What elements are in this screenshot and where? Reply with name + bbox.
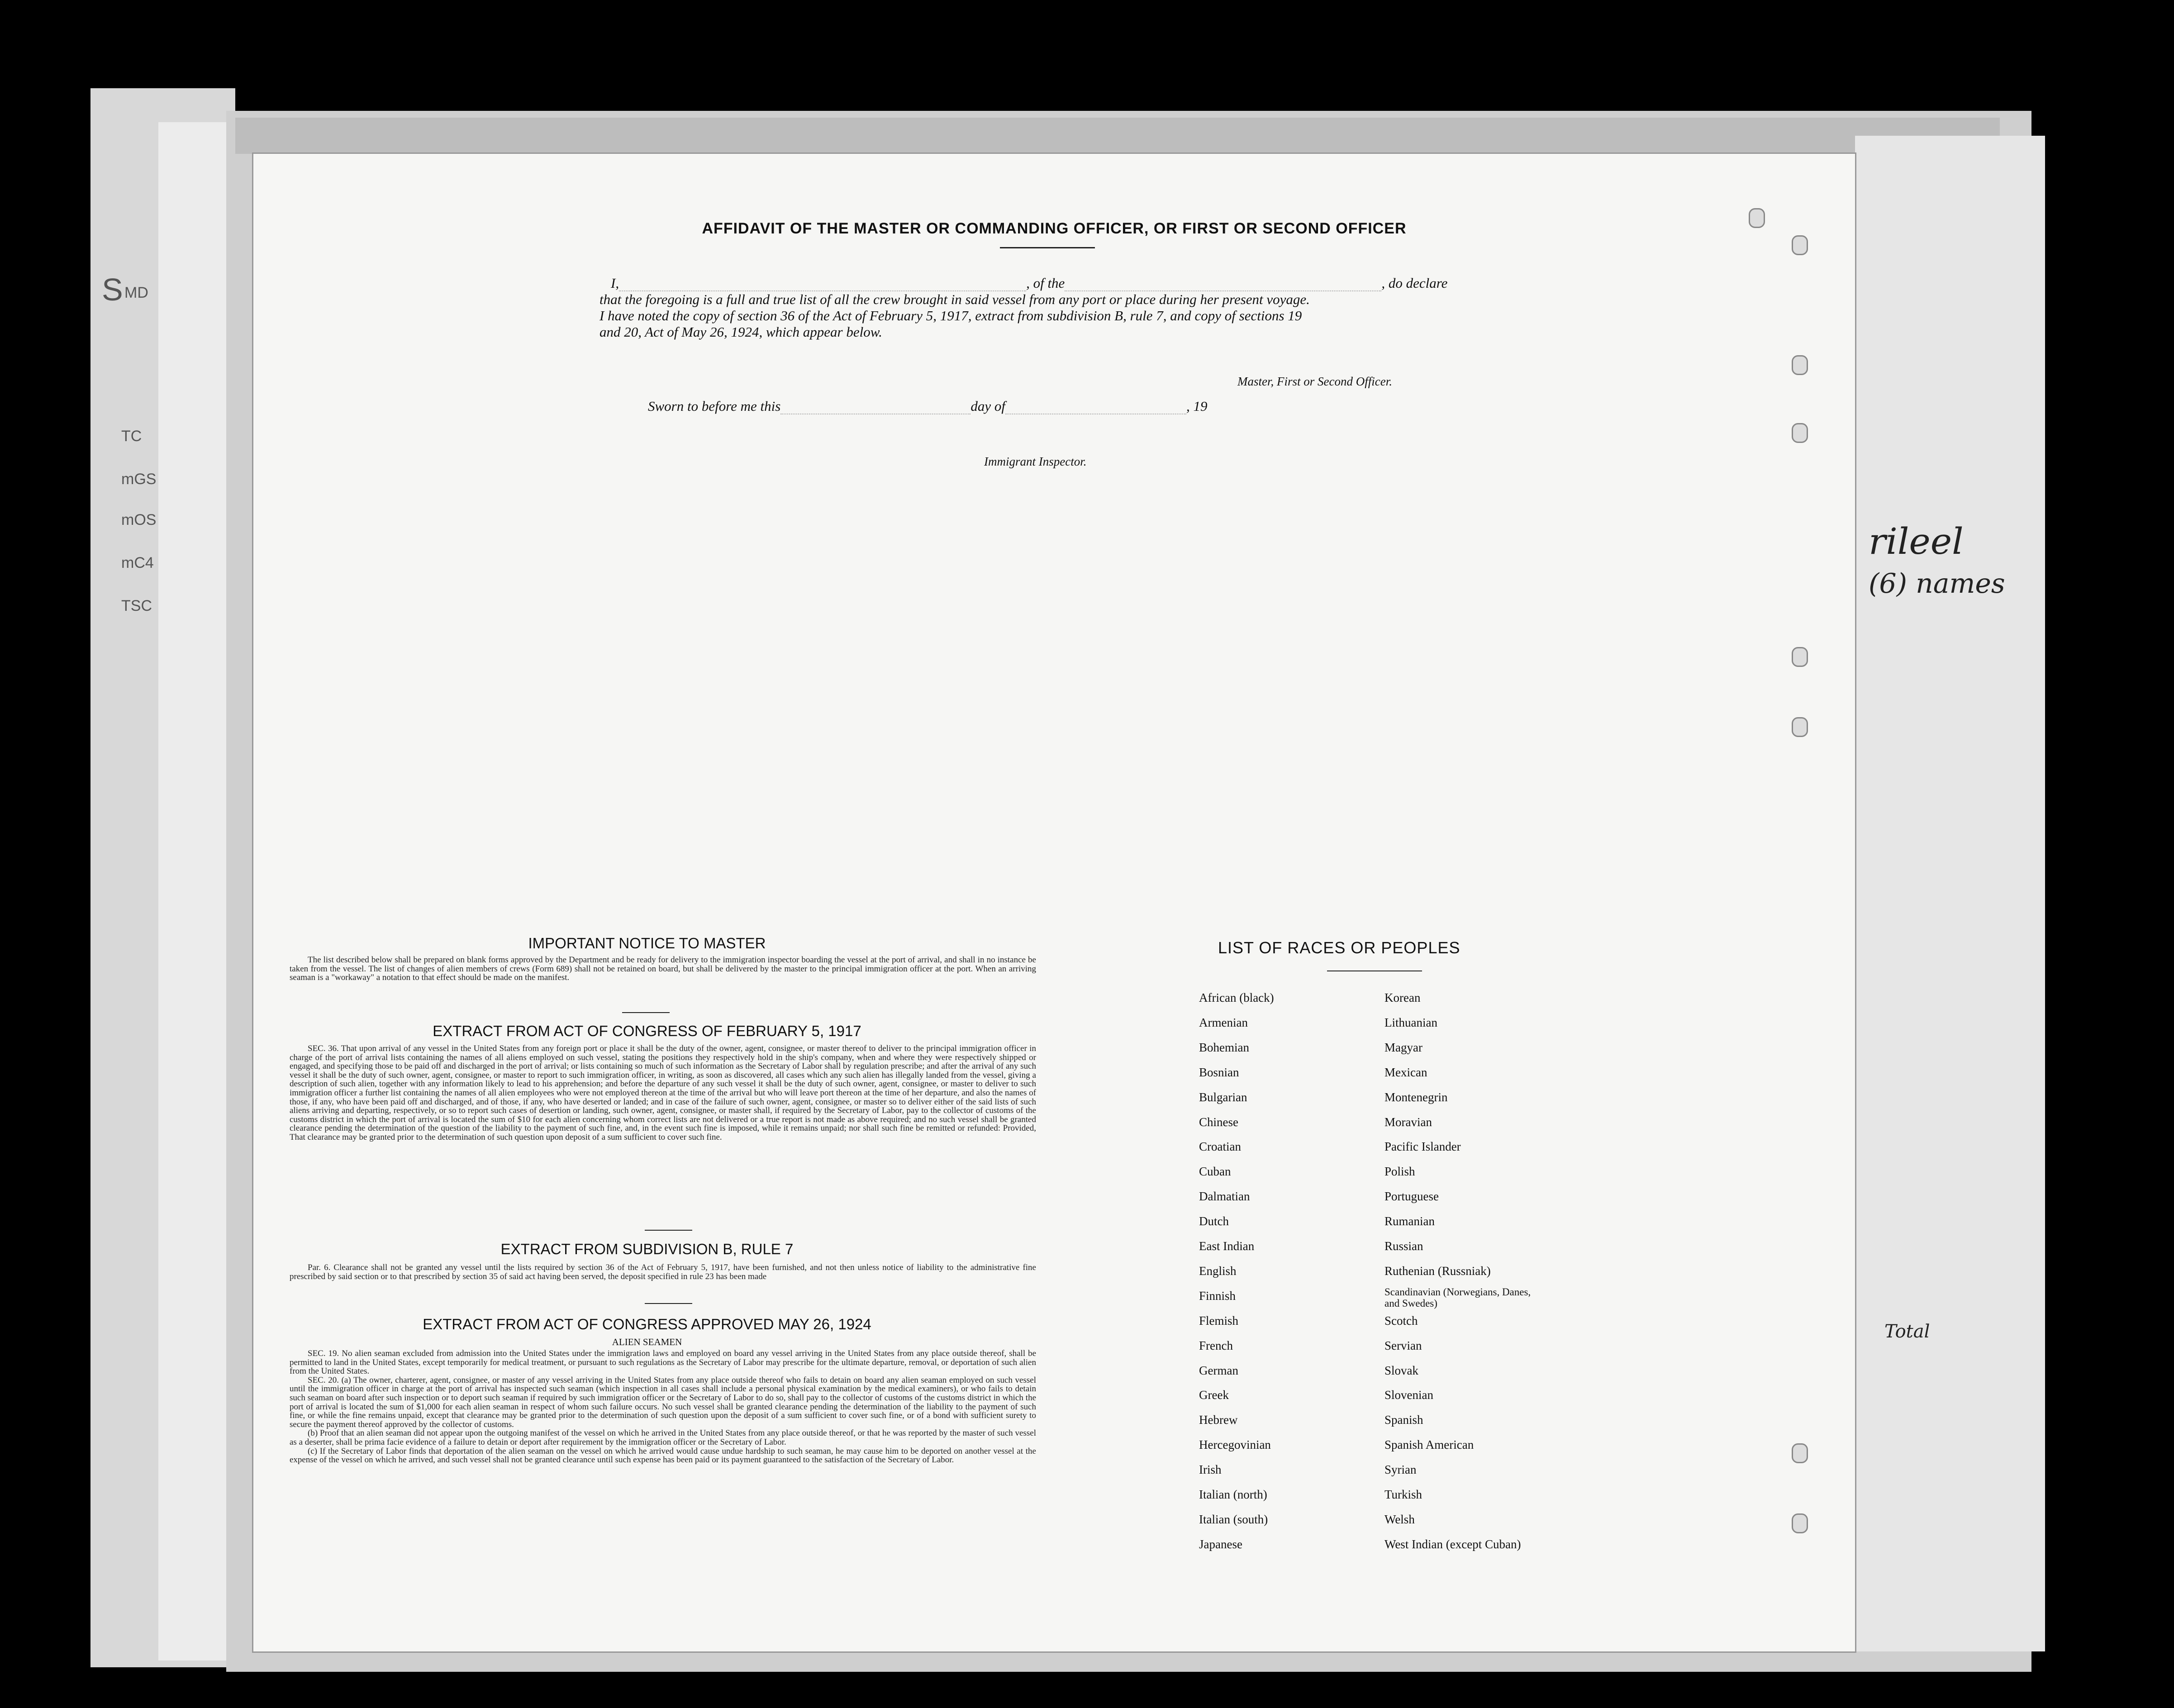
race-item: Bulgarian [1199,1090,1247,1104]
race-item: German [1199,1363,1238,1377]
race-item: African (black) [1199,991,1274,1004]
race-item: Lithuanian [1384,1015,1437,1029]
race-item: Rumanian [1384,1214,1435,1228]
margin-mark: S [102,272,123,307]
margin-mark: TSC [121,597,152,614]
affidavit-i: I, [611,275,619,291]
extract-1924-title: EXTRACT FROM ACT OF CONGRESS APPROVED MAY 26, 1924 [423,1316,871,1332]
race-item: Irish [1199,1463,1222,1477]
sec-20a-paragraph: SEC. 20. (a) The owner, charterer, agent, consignee, or master of any vessel arriving in the United States from any place outside thereof who fails to detain on board any alien seaman employed on such vessel until the immigration officer in charge at the port of arrival has inspected such seaman (which inspection in all cases shall include a personal physical examination by the medical examiners), or who fails to detain such seaman on board after such inspection or to deport such seaman if required by such immigration officer or the Secretary of Labor to do so, shall pay to the collector of customs of the customs district in which the port of arrival is located the sum of $1,000 for each alien seaman in respect of whom such failure occurs. No such vessel shall be granted clearance pending the determination of the liability to the payment of such fine, or while the fine remains unpaid, except that clearance may be granted prior to the determination of such question upon the deposit of a sum sufficient to cover such fine, or of a bond with sufficient surety to secure the payment thereof approved by the collector of customs. [290,1375,1036,1429]
immigrant-inspector-caption: Immigrant Inspector. [984,455,1087,468]
sec-19-paragraph: SEC. 19. No alien seaman excluded from admission into the United States under the immigration laws and employed on board any vessel arriving in the United States from any place outside thereof, shall be permitted to land in the United States, except temporarily for medical treatment, or pursuant to such regulations as the Secretary of Labor may prescribe for the ultimate departure, removal, or deportation of such alien from the United States. [290,1349,1036,1376]
race-item: Servian [1384,1338,1422,1352]
punch-hole [1792,423,1808,443]
race-item: Finnish [1199,1289,1236,1303]
race-item: Welsh [1384,1512,1415,1526]
handwritten-note-top: rileel [1869,520,1964,562]
margin-mark: mGS [121,471,157,488]
extract-1917-title: EXTRACT FROM ACT OF CONGRESS OF FEBRUARY 5, 1917 [433,1023,861,1039]
race-item: Japanese [1199,1537,1242,1551]
underlying-sheet-top-band [235,118,2000,154]
affidavit-do-declare: , do declare [1381,275,1448,291]
race-item: Hercegovinian [1199,1438,1271,1452]
race-item: Korean [1384,991,1421,1004]
section-rule [622,1012,670,1013]
year-text: , 19 [1186,398,1208,414]
race-item: Scotch [1384,1313,1418,1327]
punch-hole [1792,355,1808,375]
race-item: Slovenian [1384,1388,1433,1402]
race-item: Armenian [1199,1015,1248,1029]
affidavit-line-2: that the foregoing is a full and true list of all the crew brought in said vessel from any port or place during her present voyage. [599,291,1310,307]
section-36-paragraph: SEC. 36. That upon arrival of any vessel in the United States from any foreign port or place it shall be the duty of the owner, agent, consignee, or master thereof to deliver to the principal immigration officer in charge of the port of arrival lists containing the names of all aliens employed on such vessel, stating the positions they respectively hold in the ship's company, when and where they were respectively shipped or engaged, and specifying those to be paid off and discharged in the port of arrival; or lists containing so much of such information as the Secretary of Labor shall by regulation prescribe; and after the arrival of any such vessel it shall be the duty of such owner, agent, consignee, or master to report to such immigration officer, in writing, as soon as discovered, all cases which any such alien has illegally landed from the vessel, giving a description of such alien, together with any information likely to lead to his apprehension; and before the departure of any such vessel it shall be the duty of such owner, agent, consignee, or master to deliver to such immigration officer a further list containing the names of all alien employees who were not employed thereon at the time of the arrival but who will leave port thereon at the time of her departure, and also the names of those, if any, who have been paid off and discharged, and of those, if any, who have deserted or landed; and in case of the failure of such owner, agent, consignee, or master so to deliver either of the said lists of such aliens arriving and departing, respectively, or so to report such cases of desertion or landing, such owner, agent, consignee, or master shall, if required by the Secretary of Labor, pay to the collector of customs of the customs district in which the port of arrival is located the sum of $10 for each alien concerning whom correct lists are not delivered or a true report is not made as above required; and no such vessel shall be granted clearance pending the determination of the question of the liability to the payment of such fine, and, in the event such fine is imposed, while it remains unpaid; nor shall such fine be remitted or refunded: Provided, That clearance may be granted prior to the determination of such question upon deposit of a sum sufficient to cover such fine. [290,1044,1036,1142]
race-item: Magyar [1384,1040,1422,1054]
section-rule [645,1303,692,1304]
important-notice-title: IMPORTANT NOTICE TO MASTER [528,935,766,952]
affidavit-line-1 [611,275,1447,291]
sec-20c-paragraph: (c) If the Secretary of Labor finds that deportation of the alien seaman on the vessel on which he arrived would cause undue hardship to such seaman, he may cause him to be deported on another vessel at the expense of the vessel on which he arrived, and such vessel shall not be granted clearance until such expense has been paid or its payment guaranteed to the satisfaction of the Secretary of Labor. [290,1446,1036,1465]
race-item: Russian [1384,1239,1423,1253]
affidavit-line-4: and 20, Act of May 26, 1924, which appear below. [599,324,882,340]
margin-mark: mOS [121,511,157,528]
race-item: Greek [1199,1388,1229,1402]
race-item: Italian (south) [1199,1512,1268,1526]
race-item: Syrian [1384,1463,1417,1477]
race-item: Ruthenian (Russniak) [1384,1264,1491,1278]
sworn-text: Sworn to before me this [648,398,781,414]
race-item: French [1199,1338,1233,1352]
handwritten-names-note: (6) names [1869,568,2005,599]
rule7-text [290,1263,1036,1281]
race-item: Montenegrin [1384,1090,1448,1104]
important-notice-paragraph: The list described below shall be prepared on blank forms approved by the Department and be ready for delivery to the immigration inspector boarding the vessel at the port of arrival, and shall in no instance be taken from the vessel. The list of changes of alien members of crews (Form 689) shall not be retained on board, but shall be delivered by the master to the principal immigration officer at the port. When an arriving seaman is a "workaway" a notation to that effect should be made on the manifest. [290,955,1036,983]
affidavit-line-3: I have noted the copy of section 36 of the Act of February 5, 1917, extract from subdivision B, rule 7, and copy of sections 19 [599,308,1302,324]
section-rule [645,1230,692,1231]
race-item: Cuban [1199,1165,1231,1179]
par-6-paragraph: Par. 6. Clearance shall not be granted any vessel until the lists required by section 36 of the Act of February 5, 1917, have been furnished, and not then unless notice of liability to the administrative fine prescribed by said section or to that prescribed by section 35 of said act having been served, the deposit specified in rule 23 has been made [290,1263,1036,1281]
affidavit-of-the: , of the [1026,275,1065,291]
race-item: Slovak [1384,1363,1419,1377]
punch-hole [1792,1443,1808,1463]
race-item: Chinese [1199,1115,1238,1129]
race-item: Italian (north) [1199,1488,1267,1501]
race-item: Croatian [1199,1140,1241,1154]
race-item: Moravian [1384,1115,1432,1129]
race-item: Dalmatian [1199,1189,1250,1204]
punch-hole [1792,717,1808,737]
title-rule [1000,247,1095,248]
race-item: Dutch [1199,1214,1229,1228]
margin-mark: MD [124,284,148,301]
handwritten-total: Total [1884,1321,1930,1342]
race-item: Bosnian [1199,1065,1239,1079]
race-item: English [1199,1264,1237,1278]
race-item: Mexican [1384,1065,1427,1079]
race-item: Portuguese [1384,1189,1439,1204]
race-item: Pacific Islander [1384,1140,1461,1154]
rule7-title: EXTRACT FROM SUBDIVISION B, RULE 7 [500,1241,794,1257]
race-item: West Indian (except Cuban) [1384,1537,1521,1551]
sworn-line [648,398,1207,414]
race-item: Hebrew [1199,1413,1238,1427]
race-item: Turkish [1384,1488,1422,1501]
punch-hole [1792,235,1808,255]
race-item: Spanish [1384,1413,1423,1427]
punch-hole [1792,647,1808,667]
punch-hole [1792,1513,1808,1533]
master-signature-caption: Master, First or Second Officer. [1237,375,1392,388]
race-item: Scandinavian (Norwegians, Danes, and Swedes) [1384,1286,1531,1309]
margin-mark: TC [121,428,142,445]
race-item: East Indian [1199,1239,1255,1253]
race-item: Polish [1384,1165,1415,1179]
race-item: Bohemian [1199,1040,1249,1054]
race-item: Flemish [1199,1313,1239,1327]
alien-seamen-subtitle: ALIEN SEAMEN [612,1337,682,1347]
crew-list-back-page [253,154,1855,1651]
important-notice-text [290,956,1036,982]
extract-1917-text [290,1044,1036,1142]
affidavit-title: AFFIDAVIT OF THE MASTER OR COMMANDING OFFICER, OR FIRST OR SECOND OFFICER [702,220,1407,237]
right-page-strip [1855,136,2045,1651]
margin-mark: mC4 [121,554,154,571]
extract-1924-text [290,1349,1036,1465]
day-of-text: day of [970,398,1005,414]
left-page-strip [158,122,231,1660]
races-list-title: LIST OF RACES OR PEOPLES [1218,938,1460,957]
race-item: Spanish American [1384,1438,1474,1452]
sec-20b-paragraph: (b) Proof that an alien seaman did not appear upon the outgoing manifest of the vessel on which he arrived in the United States from any place outside thereof, or that he was reported by the master of such vessel as a deserter, shall be prima facie evidence of a failure to detain or deport after requirement by the immigration officer or the Secretary of Labor. [290,1428,1036,1447]
